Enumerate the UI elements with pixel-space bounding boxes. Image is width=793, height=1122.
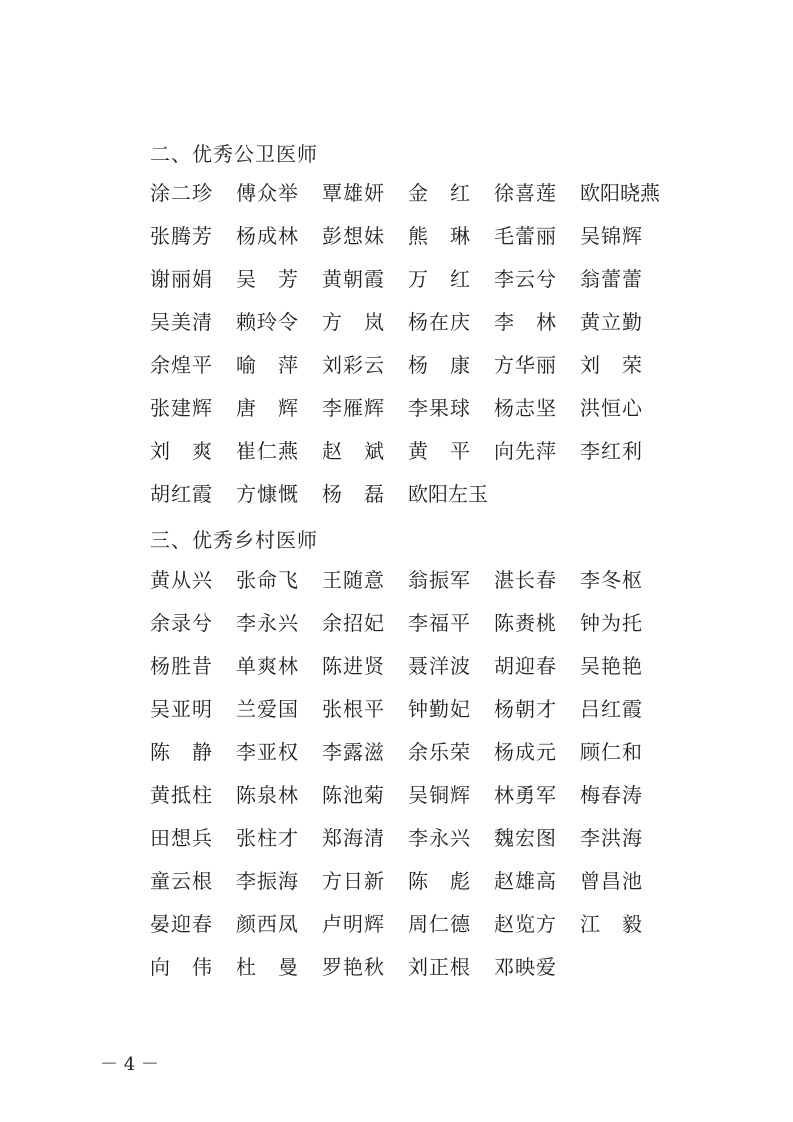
person-name: 童云根: [150, 869, 212, 893]
person-name: 单爽林: [236, 654, 298, 678]
person-name: 赵雄高: [494, 869, 556, 893]
person-name: 胡迎春: [494, 654, 556, 678]
person-name: 方日新: [322, 869, 384, 893]
person-name: 谢丽娟: [150, 267, 212, 291]
person-name: 张根平: [322, 697, 384, 721]
person-name: 郑海清: [322, 826, 384, 850]
person-name: 李亚权: [236, 740, 298, 764]
person-name: 李振海: [236, 869, 298, 893]
name-grid-public-health: [150, 170, 666, 514]
person-name: 黄抵柱: [150, 783, 212, 807]
person-name: 李露滋: [322, 740, 384, 764]
person-name: 杜 曼: [236, 955, 298, 979]
person-name: 杨朝才: [494, 697, 556, 721]
person-name: 陈池菊: [322, 783, 384, 807]
person-name: 晏迎春: [150, 912, 212, 936]
person-name: 刘彩云: [322, 353, 384, 377]
person-name: 翁振军: [408, 568, 470, 592]
person-name: 梅春涛: [580, 783, 642, 807]
person-name: 欧阳左玉: [408, 482, 488, 506]
person-name: 熊 琳: [408, 224, 470, 248]
person-name: 余煌平: [150, 353, 212, 377]
person-name: 聂洋波: [408, 654, 470, 678]
person-name: 杨成林: [236, 224, 298, 248]
person-name: 赖玲令: [236, 310, 298, 334]
person-name: 罗艳秋: [322, 955, 384, 979]
section-title-rural-doctors: 三、优秀乡村医师: [150, 528, 318, 552]
person-name: 邓映爱: [494, 955, 556, 979]
person-name: 余录兮: [150, 611, 212, 635]
person-name: 李福平: [408, 611, 470, 635]
person-name: 吕红霞: [580, 697, 642, 721]
person-name: 陈 静: [150, 740, 212, 764]
person-name: 余乐荣: [408, 740, 470, 764]
person-name: 崔仁燕: [236, 439, 298, 463]
person-name: 余招妃: [322, 611, 384, 635]
person-name: 赵览方: [494, 912, 556, 936]
page-number: － 4 －: [100, 1054, 159, 1075]
person-name: 毛蕾丽: [494, 224, 556, 248]
person-name: 陈赉桃: [494, 611, 556, 635]
person-name: 黄 平: [408, 439, 470, 463]
person-name: 李 林: [494, 310, 556, 334]
person-name: 刘正根: [408, 955, 470, 979]
person-name: 兰爱国: [236, 697, 298, 721]
person-name: 李云兮: [494, 267, 556, 291]
person-name: 方华丽: [494, 353, 556, 377]
person-name: 吴 芳: [236, 267, 298, 291]
person-name: 卢明辉: [322, 912, 384, 936]
person-name: 傅众举: [236, 181, 298, 205]
person-name: 湛长春: [494, 568, 556, 592]
person-name: 李红利: [580, 439, 642, 463]
person-name: 杨在庆: [408, 310, 470, 334]
person-name: 欧阳晓燕: [580, 181, 660, 205]
person-name: 吴艳艳: [580, 654, 642, 678]
person-name: 曾昌池: [580, 869, 642, 893]
person-name: 翁蕾蕾: [580, 267, 642, 291]
person-name: 胡红霞: [150, 482, 212, 506]
person-name: 吴美清: [150, 310, 212, 334]
person-name: 吴亚明: [150, 697, 212, 721]
person-name: 李永兴: [408, 826, 470, 850]
person-name: 顾仁和: [580, 740, 642, 764]
person-name: 杨胜昔: [150, 654, 212, 678]
person-name: 覃雄妍: [322, 181, 384, 205]
person-name: 田想兵: [150, 826, 212, 850]
person-name: 江 毅: [580, 912, 642, 936]
person-name: 刘 爽: [150, 439, 212, 463]
person-name: 王随意: [322, 568, 384, 592]
person-name: 黄立勤: [580, 310, 642, 334]
person-name: 周仁德: [408, 912, 470, 936]
person-name: 喻 萍: [236, 353, 298, 377]
person-name: 杨 康: [408, 353, 470, 377]
person-name: 钟勤妃: [408, 697, 470, 721]
person-name: 陈泉林: [236, 783, 298, 807]
person-name: 方 岚: [322, 310, 384, 334]
person-name: 张命飞: [236, 568, 298, 592]
name-grid-rural-doctors: [150, 557, 666, 987]
person-name: 魏宏图: [494, 826, 556, 850]
person-name: 李永兴: [236, 611, 298, 635]
person-name: 万 红: [408, 267, 470, 291]
person-name: 张建辉: [150, 396, 212, 420]
person-name: 张柱才: [236, 826, 298, 850]
person-name: 吴锦辉: [580, 224, 642, 248]
person-name: 彭想妹: [322, 224, 384, 248]
person-name: 林勇军: [494, 783, 556, 807]
person-name: 李果球: [408, 396, 470, 420]
person-name: 徐喜莲: [494, 181, 556, 205]
person-name: 颜西凤: [236, 912, 298, 936]
person-name: 刘 荣: [580, 353, 642, 377]
person-name: 李洪海: [580, 826, 642, 850]
person-name: 张腾芳: [150, 224, 212, 248]
person-name: 赵 斌: [322, 439, 384, 463]
person-name: 黄从兴: [150, 568, 212, 592]
person-name: 向先萍: [494, 439, 556, 463]
person-name: 杨成元: [494, 740, 556, 764]
person-name: 金 红: [408, 181, 470, 205]
person-name: 钟为托: [580, 611, 642, 635]
person-name: 吴铜辉: [408, 783, 470, 807]
person-name: 唐 辉: [236, 396, 298, 420]
person-name: 洪恒心: [580, 396, 642, 420]
person-name: 杨志坚: [494, 396, 556, 420]
person-name: 黄朝霞: [322, 267, 384, 291]
person-name: 方慷慨: [236, 482, 298, 506]
person-name: 李冬枢: [580, 568, 642, 592]
person-name: 陈进贤: [322, 654, 384, 678]
person-name: 向 伟: [150, 955, 212, 979]
person-name: 李雁辉: [322, 396, 384, 420]
person-name: 陈 彪: [408, 869, 470, 893]
person-name: 涂二珍: [150, 181, 212, 205]
section-title-public-health: 二、优秀公卫医师: [150, 142, 318, 166]
person-name: 杨 磊: [322, 482, 384, 506]
